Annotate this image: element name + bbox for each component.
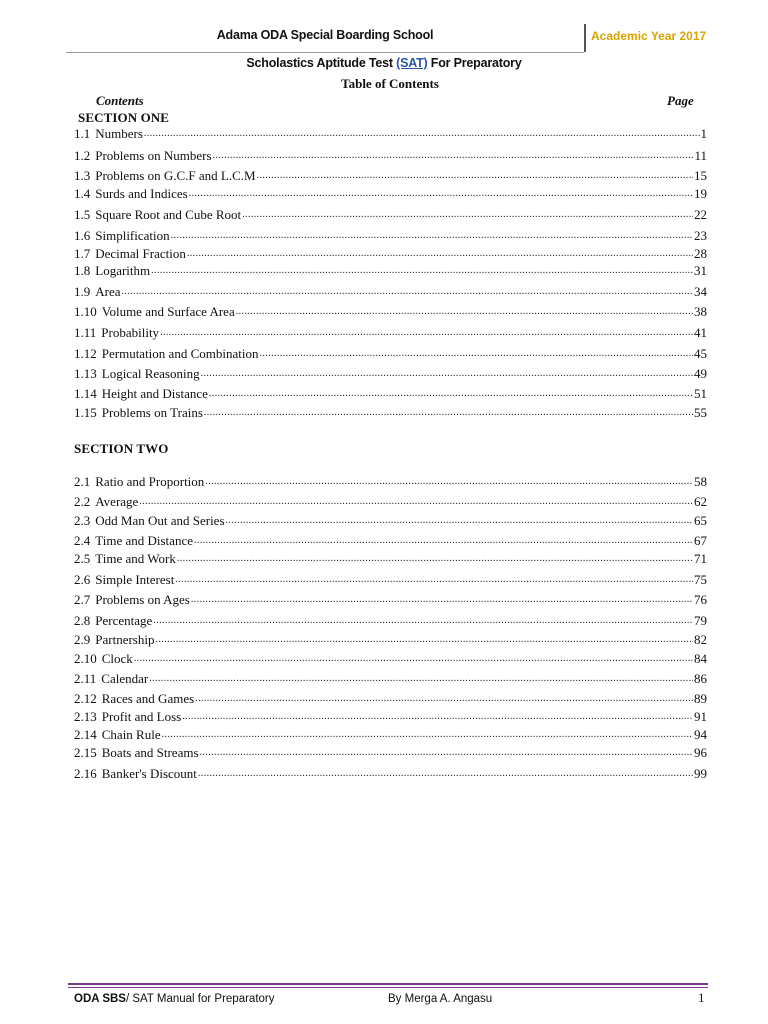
dot-leader	[134, 651, 693, 667]
dot-leader	[182, 709, 693, 725]
entry-page-number: 19	[694, 186, 707, 201]
entry-number: 2.14	[74, 727, 97, 742]
section-one-heading: SECTION ONE	[78, 110, 170, 125]
page-header	[66, 24, 732, 54]
toc-entry[interactable]	[74, 304, 707, 320]
entry-title: Numbers	[95, 126, 143, 141]
entry-title: Races and Games	[101, 691, 195, 706]
entry-number: 1.1	[74, 126, 91, 141]
toc-entry[interactable]	[74, 592, 707, 608]
dot-leader	[151, 263, 693, 279]
entry-page-number: 23	[694, 228, 707, 243]
entry-page-number: 34	[694, 284, 707, 299]
entry-title: Decimal Fraction	[95, 246, 186, 261]
entry-title: Banker's Discount	[101, 766, 197, 781]
entry-title: Chain Rule	[101, 727, 161, 742]
entry-page-number: 55	[694, 405, 707, 420]
entry-number: 2.6	[74, 572, 91, 587]
entry-page-number: 65	[694, 513, 707, 528]
toc-entry[interactable]	[74, 386, 707, 402]
entry-title: Logical Reasoning	[101, 366, 200, 381]
entry-number: 1.11	[74, 325, 97, 340]
entry-title: Percentage	[95, 613, 153, 628]
dot-leader	[201, 366, 693, 382]
entry-page-number: 38	[694, 304, 707, 319]
entry-number: 1.12	[74, 346, 97, 361]
entry-title: Area	[95, 284, 121, 299]
toc-entry[interactable]	[74, 551, 707, 567]
dot-leader	[209, 386, 693, 402]
entry-page-number: 28	[694, 246, 707, 261]
entry-title: Average	[95, 494, 139, 509]
header-divider	[584, 24, 586, 52]
entry-number: 2.10	[74, 651, 97, 666]
column-contents-label: Contents	[96, 93, 144, 108]
dot-leader	[189, 186, 693, 202]
dot-leader	[205, 474, 693, 490]
title-prefix: Scholastics Aptitude Test	[246, 56, 397, 70]
dot-leader	[162, 727, 693, 743]
entry-number: 1.6	[74, 228, 91, 243]
title-abbr: (SAT)	[396, 56, 428, 70]
entry-number: 1.3	[74, 168, 91, 183]
footer-brand: ODA SBS	[74, 993, 126, 1005]
entry-page-number: 96	[694, 745, 707, 760]
entry-number: 1.13	[74, 366, 97, 381]
entry-title: Time and Work	[95, 551, 176, 566]
entry-title: Logarithm	[95, 263, 151, 278]
school-name: Adama ODA Special Boarding School	[216, 28, 434, 42]
toc-entry[interactable]	[74, 651, 707, 667]
entry-page-number: 15	[694, 168, 707, 183]
entry-page-number: 1	[700, 126, 707, 141]
entry-number: 2.3	[74, 513, 91, 528]
toc-entry[interactable]	[74, 766, 707, 782]
toc-entry[interactable]	[74, 405, 707, 421]
footer-author: By Merga A. Angasu	[388, 993, 493, 1005]
toc-entry[interactable]	[74, 126, 707, 142]
dot-leader	[213, 148, 694, 164]
entry-number: 2.2	[74, 494, 91, 509]
header-rule	[66, 52, 584, 53]
dot-leader	[259, 346, 693, 362]
footer-rule-thin	[68, 987, 708, 988]
entry-title: Volume and Surface Area	[101, 304, 235, 319]
dot-leader	[160, 325, 693, 341]
entry-number: 1.4	[74, 186, 91, 201]
entry-page-number: 76	[694, 592, 707, 607]
toc-entry[interactable]	[74, 168, 707, 184]
toc-entry[interactable]	[74, 632, 707, 648]
entry-page-number: 71	[694, 551, 707, 566]
entry-number: 1.2	[74, 148, 91, 163]
toc-entry[interactable]	[74, 494, 707, 510]
entry-number: 1.9	[74, 284, 91, 299]
entry-title: Partnership	[95, 632, 155, 647]
entry-title: Clock	[101, 651, 133, 666]
footer-rule	[68, 983, 708, 985]
entry-title: Surds and Indices	[95, 186, 188, 201]
footer-page-number: 1	[698, 990, 705, 1005]
dot-leader	[155, 632, 693, 648]
entry-title: Time and Distance	[95, 533, 193, 548]
entry-title: Calendar	[101, 671, 149, 686]
entry-number: 2.13	[74, 709, 97, 724]
entry-page-number: 75	[694, 572, 707, 587]
entry-title: Problems on Ages	[95, 592, 190, 607]
entry-page-number: 84	[694, 651, 707, 666]
dot-leader	[139, 494, 693, 510]
dot-leader	[195, 691, 693, 707]
toc-entry[interactable]	[74, 572, 707, 588]
toc-entry[interactable]	[74, 366, 707, 382]
entry-title: Profit and Loss	[101, 709, 182, 724]
entry-number: 2.9	[74, 632, 91, 647]
dot-leader	[198, 766, 693, 782]
dot-leader	[177, 551, 693, 567]
entry-number: 1.5	[74, 207, 91, 222]
entry-page-number: 67	[694, 533, 707, 548]
entry-number: 1.8	[74, 263, 91, 278]
toc-entry[interactable]	[74, 148, 707, 164]
toc-heading: Table of Contents	[341, 76, 439, 91]
entry-number: 2.8	[74, 613, 91, 628]
toc-entry[interactable]	[74, 263, 707, 279]
toc-entry[interactable]	[74, 346, 707, 362]
toc-entry[interactable]	[74, 613, 707, 629]
entry-number: 1.10	[74, 304, 97, 319]
entry-number: 2.1	[74, 474, 91, 489]
toc-entry[interactable]	[74, 325, 707, 341]
entry-title: Simplification	[95, 228, 170, 243]
toc-entry[interactable]	[74, 709, 707, 725]
toc-entry[interactable]	[74, 533, 707, 549]
entry-title: Probability	[101, 325, 160, 340]
entry-page-number: 79	[694, 613, 707, 628]
entry-number: 2.12	[74, 691, 97, 706]
toc-entry[interactable]	[74, 513, 707, 529]
toc-entry[interactable]	[74, 228, 707, 244]
document-title	[0, 56, 768, 70]
entry-title: Problems on G.C.F and L.C.M	[95, 168, 256, 183]
entry-title: Problems on Numbers	[95, 148, 212, 163]
dot-leader	[191, 592, 693, 608]
toc-entry[interactable]	[74, 474, 707, 490]
toc-entry[interactable]	[74, 284, 707, 300]
dot-leader	[175, 572, 693, 588]
entry-page-number: 49	[694, 366, 707, 381]
dot-leader	[187, 246, 693, 262]
entry-page-number: 11	[694, 148, 707, 163]
entry-title: Problems on Trains	[101, 405, 203, 420]
entry-number: 1.14	[74, 386, 97, 401]
entry-title: Odd Man Out and Series	[95, 513, 225, 528]
toc-entry[interactable]	[74, 745, 707, 761]
toc-entry[interactable]	[74, 691, 707, 707]
entry-page-number: 62	[694, 494, 707, 509]
dot-leader	[149, 671, 693, 687]
entry-number: 2.15	[74, 745, 97, 760]
dot-leader	[144, 126, 700, 142]
dot-leader	[200, 745, 693, 761]
entry-number: 2.5	[74, 551, 91, 566]
entry-title: Square Root and Cube Root	[95, 207, 242, 222]
title-suffix: For Preparatory	[427, 56, 522, 70]
academic-year: Academic Year 2017	[591, 29, 707, 43]
toc-entry[interactable]	[74, 727, 707, 743]
toc-entry[interactable]	[74, 246, 707, 262]
entry-page-number: 86	[694, 671, 707, 686]
entry-title: Simple Interest	[95, 572, 175, 587]
entry-number: 1.15	[74, 405, 97, 420]
entry-page-number: 58	[694, 474, 707, 489]
section-two-heading: SECTION TWO	[74, 441, 169, 456]
entry-page-number: 45	[694, 346, 707, 361]
dot-leader	[236, 304, 693, 320]
entry-page-number: 82	[694, 632, 707, 647]
entry-page-number: 41	[694, 325, 707, 340]
entry-number: 2.4	[74, 533, 91, 548]
dot-leader	[242, 207, 693, 223]
entry-page-number: 91	[694, 709, 707, 724]
entry-page-number: 31	[694, 263, 707, 278]
entry-page-number: 51	[694, 386, 707, 401]
entry-page-number: 99	[694, 766, 707, 781]
footer-manual: / SAT Manual for Preparatory	[125, 993, 275, 1005]
column-page-label: Page	[667, 93, 694, 108]
entry-number: 2.16	[74, 766, 97, 781]
dot-leader	[257, 168, 693, 184]
toc-entry[interactable]	[74, 186, 707, 202]
entry-page-number: 94	[694, 727, 707, 742]
toc-entry[interactable]	[74, 207, 707, 223]
entry-title: Permutation and Combination	[101, 346, 259, 361]
dot-leader	[204, 405, 693, 421]
entry-page-number: 89	[694, 691, 707, 706]
footer-manual-info	[74, 993, 275, 1005]
entry-page-number: 22	[694, 207, 707, 222]
entry-number: 2.11	[74, 671, 97, 686]
entry-number: 1.7	[74, 246, 91, 261]
entry-title: Boats and Streams	[101, 745, 199, 760]
entry-title: Height and Distance	[101, 386, 208, 401]
dot-leader	[153, 613, 693, 629]
dot-leader	[122, 284, 693, 300]
entry-number: 2.7	[74, 592, 91, 607]
dot-leader	[171, 228, 693, 244]
dot-leader	[194, 533, 693, 549]
toc-entry[interactable]	[74, 671, 707, 687]
dot-leader	[226, 513, 693, 529]
entry-title: Ratio and Proportion	[95, 474, 205, 489]
